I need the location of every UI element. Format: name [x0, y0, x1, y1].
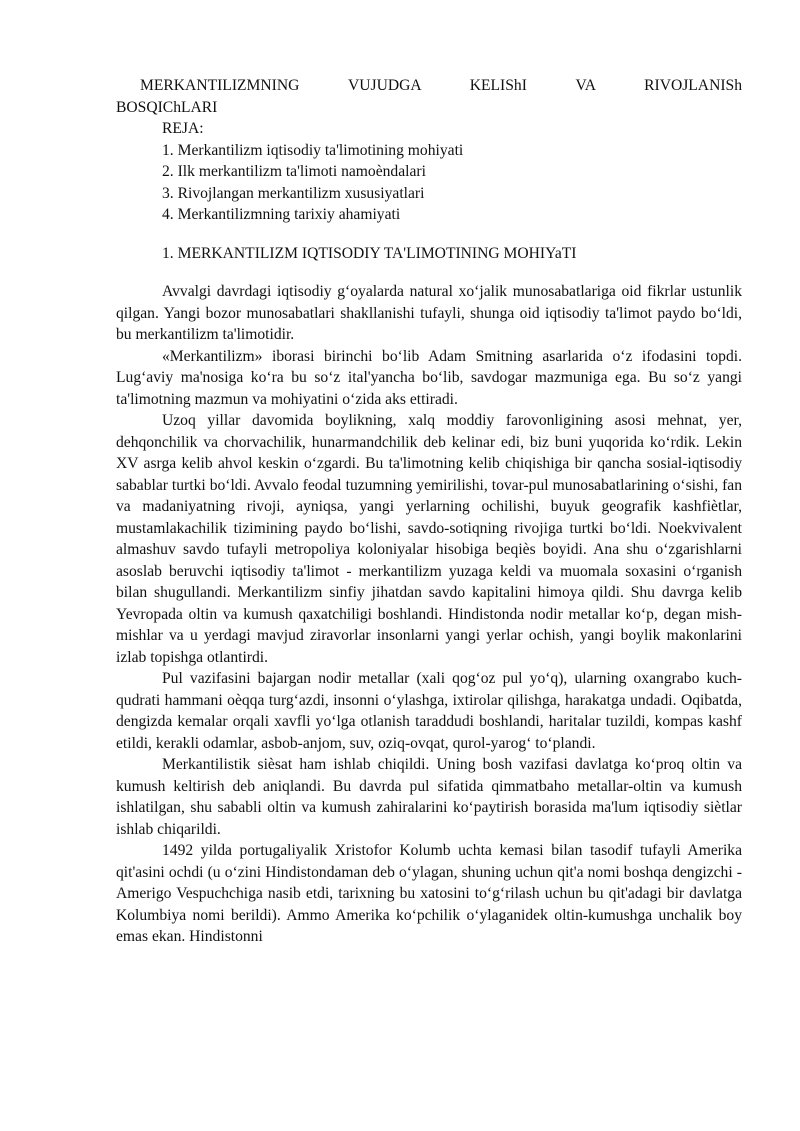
document-title-line1: MERKANTILIZMNING VUJUDGA KELIShI VA RIVOJLANISh: [140, 77, 742, 94]
paragraph-4: Pul vazifasini bajargan nodir metallar (xali qog‘oz pul yo‘q), ularning oxangrabo kuch-qudrati hammani oèqqa turg‘azdi, insonni o‘ylashga, ixtirolar qilishga, harakatga undadi. Oqibatda, dengizda kemalar orqali xavfli yo‘lga otlanish taraddudi boshlandi, haritalar tuzildi, kompas kashf etildi, kerakli odamlar, asbob-anjom, suv, oziq-ovqat, qurol-yarog‘ to‘plandi.: [116, 670, 742, 752]
paragraph-6: 1492 yilda portugaliyalik Xristofor Kolumb uchta kemasi bilan tasodif tufayli Amerika qit'asini ochdi (u o‘zini Hindistondaman deb o‘ylagan, shuning uchun qit'a nomi boshqa dengizchi - Amerigo Vespuchchiga nasib etdi, tarixning bu xatosini to‘g‘rilash uchun bu qit'adagi bir davlatga Kolumbiya nomi berildi). Ammo Amerika ko‘pchilik o‘ylaganidek oltin-kumushga unchalik boy emas ekan. Hindistonni: [116, 842, 742, 945]
paragraph-5: Merkantilistik sièsat ham ishlab chiqildi. Uning bosh vazifasi davlatga ko‘proq oltin va kumush keltirish deb aniqlandi. Bu davrda pul sifatida qimmatbaho metallar-oltin va kumush ishlatilgan, shu sababli oltin va kumush zahiralarini ko‘paytirish borasida ma'lum iqtisodiy siètlar ishlab chiqarildi.: [116, 756, 742, 838]
plan-item-3: 3. Rivojlangan merkantilizm xususiyatlari: [162, 184, 425, 202]
plan-item-4: 4. Merkantilizmning tarixiy ahamiyati: [162, 206, 401, 223]
paragraph-3: Uzoq yillar davomida boylikning, xalq moddiy farovonligining asosi mehnat, yer, dehqonchilik va chorvachilik, hunarmandchilik deb kelinar edi, biz buni yuqorida ko‘rdik. Lekin XV asrga kelib ahvol keskin o‘zgardi. Bu ta'limotning kelib chiqishiga bir qancha sosial-iqtisodiy sabablar turtki bo‘ldi. Avvalo feodal tuzumning yemirilishi, tovar-pul munosabatlarining o‘sishi, fan va madaniyatning rivoji, ayniqsa, yangi yerlarning ochilishi, buyuk geografik kashfiètlar, mustamlakachilik tizimining paydo bo‘lishi, savdo-sotiqning rivojiga turtki bo‘ldi. Noekvivalent almashuv savdo tufayli metropoliya koloniyalar hisobiga beqiès boyidi. Ana shu o‘zgarishlarni asoslab beruvchi iqtisodiy ta'limot - merkantilizm yuzaga keldi va muomala soxasini o‘rganish bilan shugullandi. Merkantilizm sinfiy jihatdan savdo kapitalini himoya qildi. Shu davrga kelib Yevropada oltin va kumush qaxatchiligi boshlandi. Hindistonda nodir metallar ko‘p, degan mish-mishlar va u yerdagi mavjud ziravorlar insonlarni yangi yerlar ochish, yangi boylik makonlarini izlab topishga otlantirdi.: [116, 412, 742, 666]
paragraph-2: «Merkantilizm» iborasi birinchi bo‘lib Adam Smitning asarlarida o‘z ifodasini topdi. Lug‘aviy ma'nosiga ko‘ra bu so‘z ital'yancha bo‘lib, savdogar mazmuniga ega. Bu so‘z yangi ta'limotning mazmun va mohiyatini o‘zida aks ettiradi.: [116, 347, 742, 408]
plan-label: REJA:: [162, 120, 204, 137]
plan-item-1: 1. Merkantilizm iqtisodiy ta'limotining mohiyati: [162, 141, 464, 159]
section-heading: 1. MERKANTILIZM IQTISODIY TA'LIMOTINING MOHIYaTI: [162, 244, 577, 262]
plan-block: [116, 118, 742, 226]
paragraph-1: Avvalgi davrdagi iqtisodiy g‘oyalarda natural xo‘jalik munosabatlariga oid fikrlar ustunlik qilgan. Yangi bozor munosabatlari shakllanishi tufayli, shunga oid iqtisodiy ta'limot paydo bo‘ldi, bu merkantilizm ta'limotidir.: [116, 283, 742, 343]
document-title-line2: BOSQIChLARI: [116, 98, 218, 116]
plan-item-2: 2. Ilk merkantilizm ta'limoti namoèndalari: [162, 163, 426, 180]
